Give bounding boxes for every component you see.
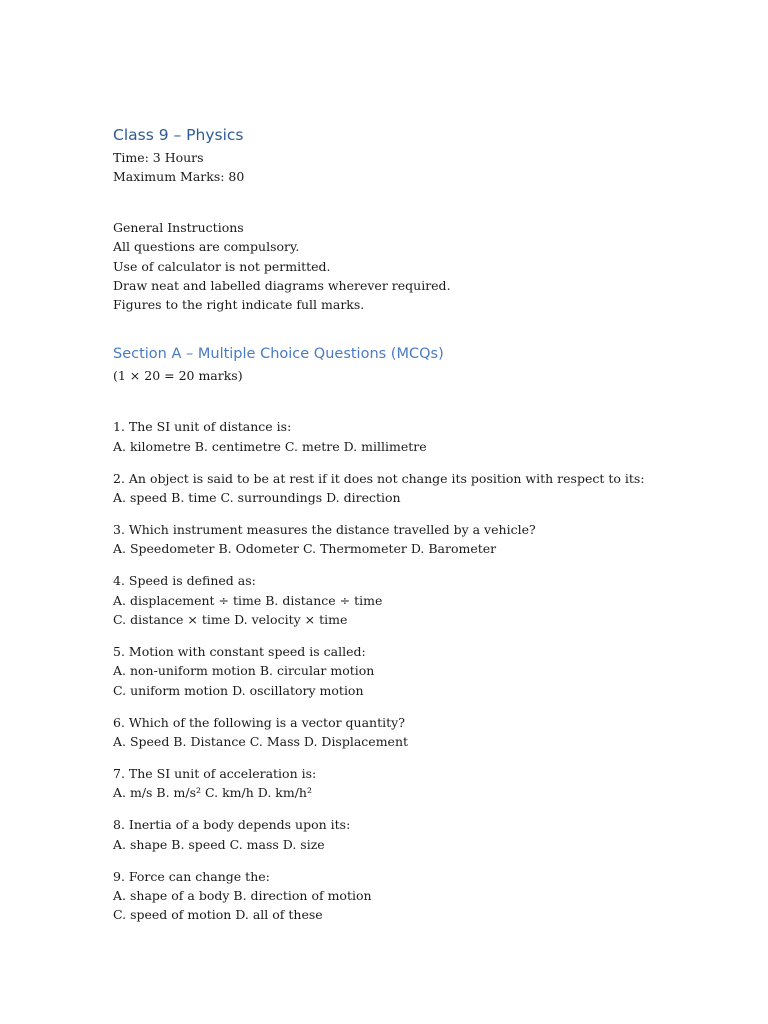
maximum-marks: Maximum Marks: 80 bbox=[113, 169, 245, 185]
question-options: A. shape of a body B. direction of motion bbox=[113, 887, 372, 903]
question-list bbox=[113, 417, 713, 925]
question-6 bbox=[113, 713, 713, 752]
question-text: 4. Speed is defined as: bbox=[113, 573, 256, 589]
instruction-item: Figures to the right indicate full marks. bbox=[113, 297, 365, 313]
question-text: 3. Which instrument measures the distance travelled by a vehicle? bbox=[113, 521, 536, 537]
question-options: A. Speed B. Distance C. Mass D. Displacement bbox=[113, 734, 409, 750]
instruction-item: Draw neat and labelled diagrams wherever required. bbox=[113, 278, 451, 294]
question-4 bbox=[113, 571, 713, 629]
question-options: A. kilometre B. centimetre C. metre D. millimetre bbox=[113, 438, 427, 454]
general-instructions bbox=[113, 218, 713, 315]
question-text: 2. An object is said to be at rest if it does not change its position with respect to its: bbox=[113, 470, 645, 486]
section-a-heading: Section A – Multiple Choice Questions (MCQs) bbox=[113, 345, 444, 362]
question-options: A. speed B. time C. surroundings D. direction bbox=[113, 489, 401, 505]
question-options: A. Speedometer B. Odometer C. Thermometer D. Barometer bbox=[113, 541, 497, 557]
exam-paper bbox=[113, 122, 713, 937]
question-text: 8. Inertia of a body depends upon its: bbox=[113, 817, 351, 833]
question-options: A. m/s B. m/s² C. km/h D. km/h² bbox=[113, 785, 312, 801]
question-text: 6. Which of the following is a vector quantity? bbox=[113, 714, 405, 730]
section-a-marks: (1 × 20 = 20 marks) bbox=[113, 367, 243, 383]
instructions-heading: General Instructions bbox=[113, 219, 244, 235]
question-7 bbox=[113, 764, 713, 803]
page-title: Class 9 – Physics bbox=[113, 126, 244, 144]
exam-duration: Time: 3 Hours bbox=[113, 150, 204, 165]
question-options: A. shape B. speed C. mass D. size bbox=[113, 836, 325, 852]
question-1 bbox=[113, 417, 713, 456]
question-options: A. displacement ÷ time B. distance ÷ time bbox=[113, 592, 383, 608]
instruction-item: All questions are compulsory. bbox=[113, 239, 300, 255]
question-5 bbox=[113, 642, 713, 700]
question-text: 7. The SI unit of acceleration is: bbox=[113, 765, 317, 781]
question-options: C. speed of motion D. all of these bbox=[113, 907, 323, 923]
question-text: 9. Force can change the: bbox=[113, 868, 270, 884]
question-2 bbox=[113, 469, 713, 508]
question-8 bbox=[113, 815, 713, 854]
question-options: C. distance × time D. velocity × time bbox=[113, 612, 348, 627]
question-9 bbox=[113, 867, 713, 925]
question-text: 5. Motion with constant speed is called: bbox=[113, 643, 366, 659]
question-3 bbox=[113, 520, 713, 559]
question-text: 1. The SI unit of distance is: bbox=[113, 419, 292, 435]
instruction-item: Use of calculator is not permitted. bbox=[113, 258, 331, 274]
question-options: A. non-uniform motion B. circular motion bbox=[113, 663, 375, 679]
question-options: C. uniform motion D. oscillatory motion bbox=[113, 682, 364, 698]
